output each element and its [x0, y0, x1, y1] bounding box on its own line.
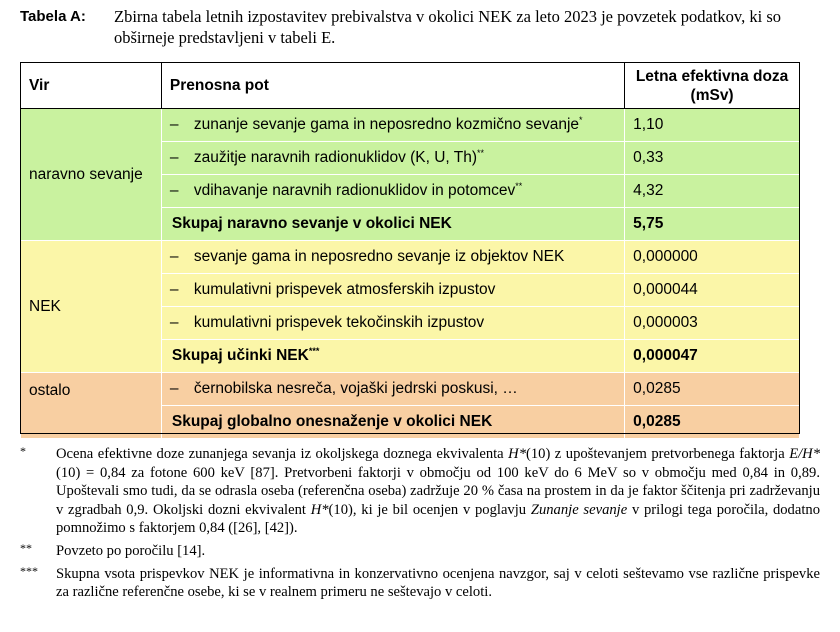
- dose-value: 0,33: [625, 142, 800, 175]
- footnote: [20, 542, 820, 561]
- sum-label: Skupaj naravno sevanje v okolici NEK: [161, 208, 624, 241]
- footnote: [20, 565, 820, 602]
- source-other: ostalo: [21, 373, 162, 439]
- dose-value: 1,10: [625, 109, 800, 142]
- dose-value: 0,000003: [625, 307, 800, 340]
- table-row: [21, 373, 800, 406]
- path-cell: – sevanje gama in neposredno sevanje iz objektov NEK: [161, 241, 624, 274]
- path-cell: – kumulativni prispevek tekočinskih izpustov: [161, 307, 624, 340]
- dose-value: 0,000000: [625, 241, 800, 274]
- dose-value: 0,0285: [625, 373, 800, 406]
- dose-value: 0,000044: [625, 274, 800, 307]
- path-cell: – zunanje sevanje gama in neposredno kozmično sevanje*: [161, 109, 624, 142]
- footnote-text: Skupna vsota prispevkov NEK je informativna in konzervativno ocenjena navzgor, saj v celoti seštevamo vse različne prispevke za različne referenčne osebe, ki se v realnem primeru ne seštevajo v celoti.: [56, 565, 820, 601]
- source-natural: naravno sevanje: [21, 109, 162, 241]
- sum-value: 0,000047: [625, 340, 800, 373]
- footnotes: [20, 445, 820, 606]
- sum-label: Skupaj globalno onesnaženje v okolici NEK: [161, 406, 624, 439]
- footnote-mark: ***: [20, 563, 38, 578]
- path-cell: – vdihavanje naravnih radionuklidov in potomcev**: [161, 175, 624, 208]
- dose-value: 4,32: [625, 175, 800, 208]
- path-cell: – černobilska nesreča, vojaški jedrski poskusi, …: [161, 373, 624, 406]
- footnote-mark: **: [20, 540, 32, 555]
- footnote-mark: *: [20, 444, 26, 458]
- sum-value: 5,75: [625, 208, 800, 241]
- caption-text: Zbirna tabela letnih izpostavitev prebivalstva v okolici NEK za leto 2023 je povzetek podatkov, ki so obširneje predstavljeni v tabeli E.: [114, 7, 781, 47]
- footnote-text: Ocena efektivne doze zunanjega sevanja iz okoljskega doznega ekvivalenta H*(10) z upoštevanjem pretvorbenega faktorja E/H*(10) = 0,84 za fotone 600 keV [87]. Pretvorbeni faktorji v območju od 100 keV do 6 MeV so v območju med 0,84 in 0,89. Upoštevali smo tudi, da se odrasla oseba (referenčna oseba) zadržuje 20 % časa na prostem in da je faktor ščitenja pri zadrževanju v zgradbah 0,9. Okoljski dozni ekvivalent H*(10), ki je bil ocenjen v poglavju Zunanje sevanje v prilogi tega poročila, dodatno pomnožimo s faktorjem 0,84 ([26], [42]).: [56, 446, 820, 537]
- table-header-row: [21, 63, 800, 109]
- sum-label: Skupaj učinki NEK***: [161, 340, 624, 373]
- footnote: [20, 445, 820, 538]
- table-row: [21, 241, 800, 274]
- table-row: [21, 109, 800, 142]
- dose-summary-table: [20, 62, 800, 439]
- sum-value: 0,0285: [625, 406, 800, 439]
- header-path: Prenosna pot: [161, 63, 624, 109]
- header-source: Vir: [21, 63, 162, 109]
- caption-label: Tabela A:: [20, 8, 86, 25]
- path-cell: – zaužitje naravnih radionuklidov (K, U, Th)**: [161, 142, 624, 175]
- path-cell: – kumulativni prispevek atmosferskih izpustov: [161, 274, 624, 307]
- header-dose: Letna efektivna doza (mSv): [625, 63, 800, 109]
- source-nek: NEK: [21, 241, 162, 373]
- footnote-text: Povzeto po poročilu [14].: [56, 542, 206, 559]
